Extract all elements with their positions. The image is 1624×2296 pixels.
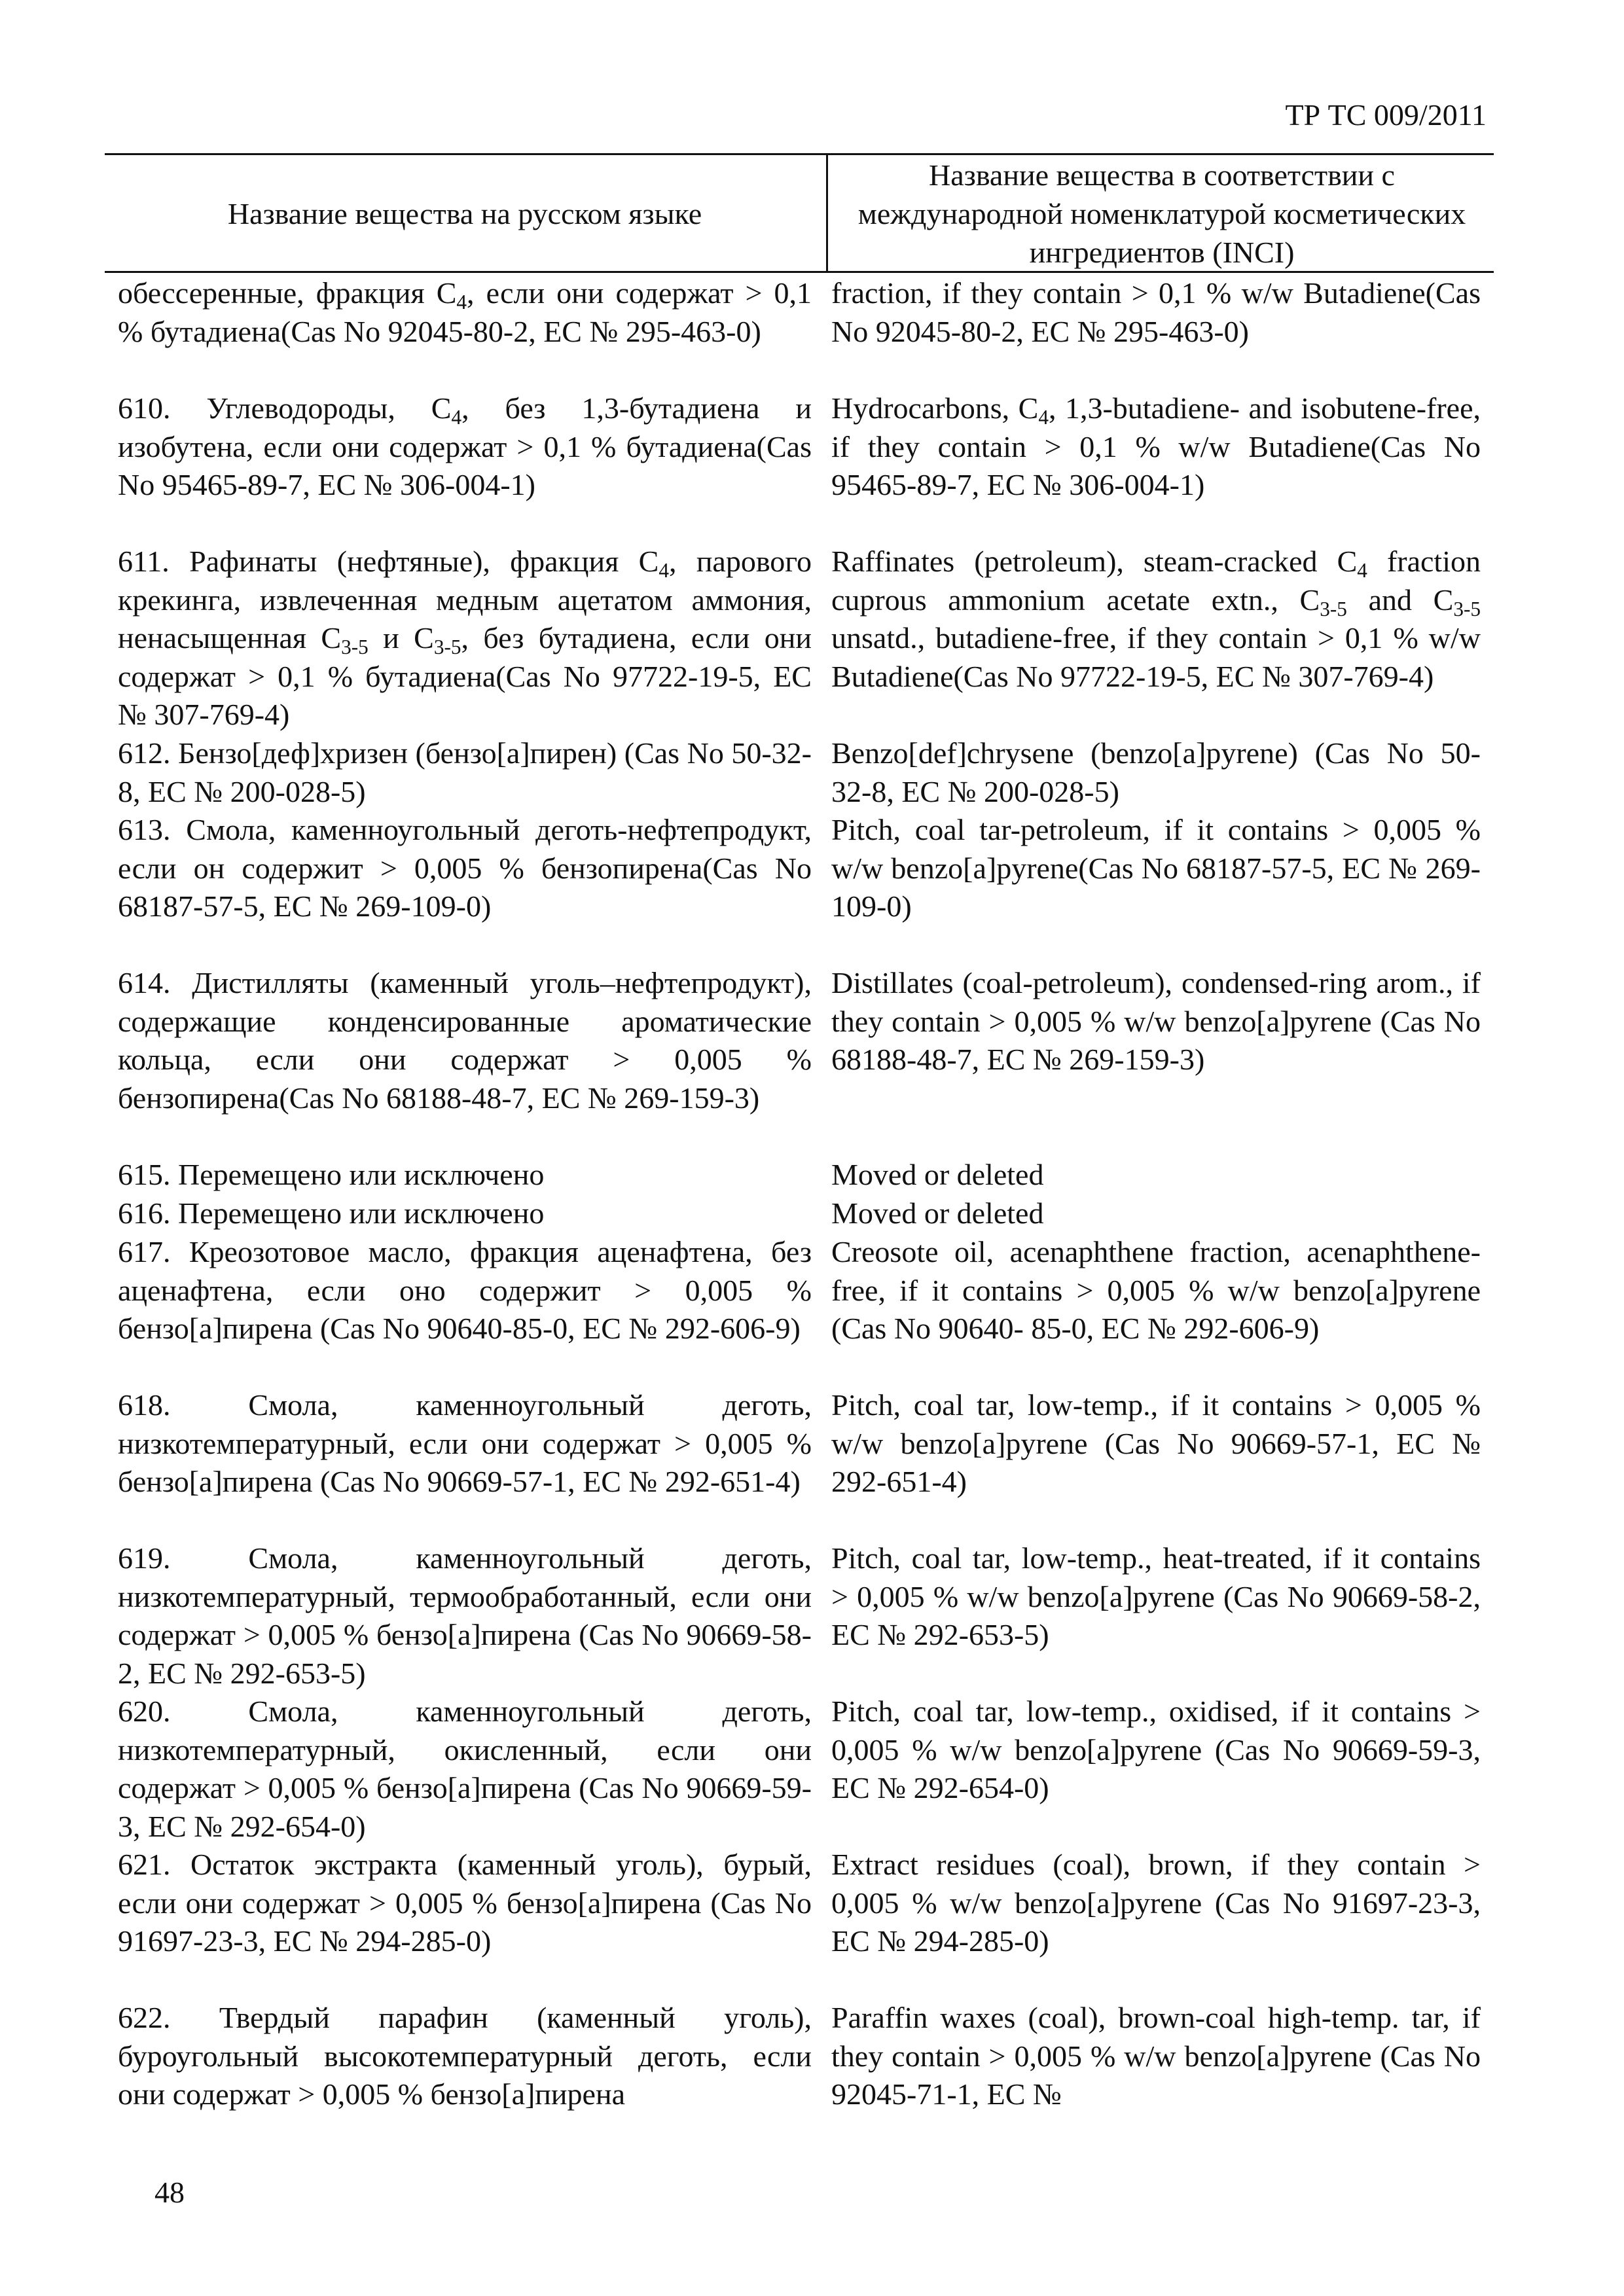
table-row: [118, 1846, 1481, 1999]
substance-name-inci: Moved or deleted: [831, 1196, 1044, 1230]
header-bottom-rule: [105, 271, 1494, 273]
substance-name-ru: 622. Твердый парафин (каменный уголь), буроугольный высокотемпературный деготь, если они содержат > 0,005 % бензо[а]пирена: [118, 2001, 812, 2111]
substance-name-ru: 611. Рафинаты (нефтяные), фракция $C_4$, парового крекинга, извлеченная медным ацетатом аммония, ненасыщенная $C_{3-5}$ и $C_{3-5}$, без бутадиена, если они содержат > 0,1 % бутадиена(Cas No 97722-19-5, EC № 307-769-4): [118, 545, 812, 732]
table-row: [118, 1233, 1481, 1386]
column-header-inci: Название вещества в соответствии с международной номенклатурой косметических ингредиентов (INCI): [857, 158, 1466, 269]
substance-name-ru: 610. Углеводороды, $C_4$, без 1,3-бутадиена и изобутена, если они содержат > 0,1 % бутадиена(Cas No 95465-89-7, EC № 306-004-1): [118, 391, 812, 502]
table-row: [118, 811, 1481, 964]
substance-name-inci: Moved or deleted: [831, 1158, 1044, 1191]
substance-name-inci: fraction, if they contain > 0,1 % w/w Butadiene(Cas No 92045-80-2, EC № 295-463-0): [831, 276, 1481, 348]
table-row: [118, 1194, 1481, 1233]
table-row: [118, 964, 1481, 1156]
substance-name-inci: Benzo[def]chrysene (benzo[a]pyrene) (Cas No 50-32-8, EC № 200-028-5): [831, 736, 1481, 808]
substance-name-ru: 619. Смола, каменноугольный деготь, низкотемпературный, термообработанный, если они содержат > 0,005 % бензо[а]пирена (Cas No 90669-58-2, EC № 292-653-5): [118, 1541, 812, 1690]
document-code: ТР ТС 009/2011: [1285, 98, 1487, 132]
substance-name-ru: 617. Креозотовое масло, фракция аценафтена, без аценафтена, если оно содержит > 0,005 % бензо[а]пирена (Cas No 90640-85-0, EC № 292-606-9): [118, 1235, 812, 1346]
table-row: [118, 1156, 1481, 1194]
substance-name-inci: Creosote oil, acenaphthene fraction, acenaphthene-free, if it contains > 0,005 % w/w benzo[a]pyrene (Cas No 90640- 85-0, EC № 292-606-9): [831, 1235, 1481, 1346]
substance-name-ru: 612. Бензо[деф]хризен (бензо[а]пирен) (Cas No 50-32-8, EC № 200-028-5): [118, 736, 812, 808]
table-row: [118, 1386, 1481, 1539]
substance-name-ru: 614. Дистилляты (каменный уголь–нефтепродукт), содержащие конденсированные ароматические кольца, если они содержат > 0,005 % бензопирена(Cas No 68188-48-7, EC № 269-159-3): [118, 966, 812, 1115]
table-row: [118, 274, 1481, 389]
table-row: [118, 1999, 1481, 2114]
substance-name-inci: Distillates (coal-petroleum), condensed-ring arom., if they contain > 0,005 % w/w benzo[a]pyrene (Cas No 68188-48-7, EC № 269-159-3): [831, 966, 1481, 1077]
substance-name-ru: 616. Перемещено или исключено: [118, 1196, 545, 1230]
table-row: [118, 543, 1481, 734]
substance-name-inci: Hydrocarbons, $C_4$, 1,3-butadiene- and isobutene-free, if they contain > 0,1 % w/w Butadiene(Cas No 95465-89-7, EC № 306-004-1): [831, 391, 1481, 502]
header-column-divider: [826, 154, 828, 272]
table-row: [118, 1539, 1481, 1693]
substance-name-inci: Pitch, coal tar, low-temp., oxidised, if it contains > 0,005 % w/w benzo[a]pyrene (Cas No 90669-59-3, EC № 292-654-0): [831, 1695, 1481, 1805]
substance-name-inci: Paraffin waxes (coal), brown-coal high-temp. tar, if they contain > 0,005 % w/w benzo[a]pyrene (Cas No 92045-71-1, EC №: [831, 2001, 1481, 2111]
table-row: [118, 734, 1481, 811]
substance-name-inci: Pitch, coal tar-petroleum, if it contains > 0,005 % w/w benzo[a]pyrene(Cas No 68187-57-5, EC № 269-109-0): [831, 813, 1481, 924]
substance-name-ru: 613. Смола, каменноугольный деготь-нефтепродукт, если он содержит > 0,005 % бензопирена(Cas No 68187-57-5, EC № 269-109-0): [118, 813, 812, 924]
substance-name-ru: 621. Остаток экстракта (каменный уголь), бурый, если они содержат > 0,005 % бензо[а]пирена (Cas No 91697-23-3, EC № 294-285-0): [118, 1848, 812, 1958]
substance-name-inci: Pitch, coal tar, low-temp., heat-treated, if it contains > 0,005 % w/w benzo[a]pyrene (Cas No 90669-58-2, EC № 292-653-5): [831, 1541, 1481, 1652]
table-row: [118, 389, 1481, 543]
page-number: 48: [154, 2176, 185, 2209]
substance-name-ru: обессеренные, фракция $C_4$, если они содержат > 0,1 % бутадиена(Cas No 92045-80-2, EC № 295-463-0): [118, 276, 812, 348]
substance-table-body: [118, 274, 1481, 2114]
substance-name-inci: Pitch, coal tar, low-temp., if it contains > 0,005 % w/w benzo[a]pyrene (Cas No 90669-57-1, EC № 292-651-4): [831, 1388, 1481, 1499]
substance-name-inci: Extract residues (coal), brown, if they contain > 0,005 % w/w benzo[a]pyrene (Cas No 91697-23-3, EC № 294-285-0): [831, 1848, 1481, 1958]
column-header-russian: Название вещества на русском языке: [227, 196, 702, 230]
substance-name-ru: 620. Смола, каменноугольный деготь, низкотемпературный, окисленный, если они содержат > 0,005 % бензо[а]пирена (Cas No 90669-59-3, EC № 292-654-0): [118, 1695, 812, 1843]
substance-name-inci: Raffinates (petroleum), steam-cracked $C_4$ fraction cuprous ammonium acetate extn., $C_{3-5}$ and $C_{3-5}$ unsatd., butadiene-free, if they contain > 0,1 % w/w Butadiene(Cas No 97722-19-5, EC № 307-769-4): [831, 545, 1481, 693]
substance-name-ru: 618. Смола, каменноугольный деготь, низкотемпературный, если они содержат > 0,005 % бензо[а]пирена (Cas No 90669-57-1, EC № 292-651-4): [118, 1388, 812, 1499]
table-row: [118, 1693, 1481, 1846]
substance-name-ru: 615. Перемещено или исключено: [118, 1158, 545, 1191]
